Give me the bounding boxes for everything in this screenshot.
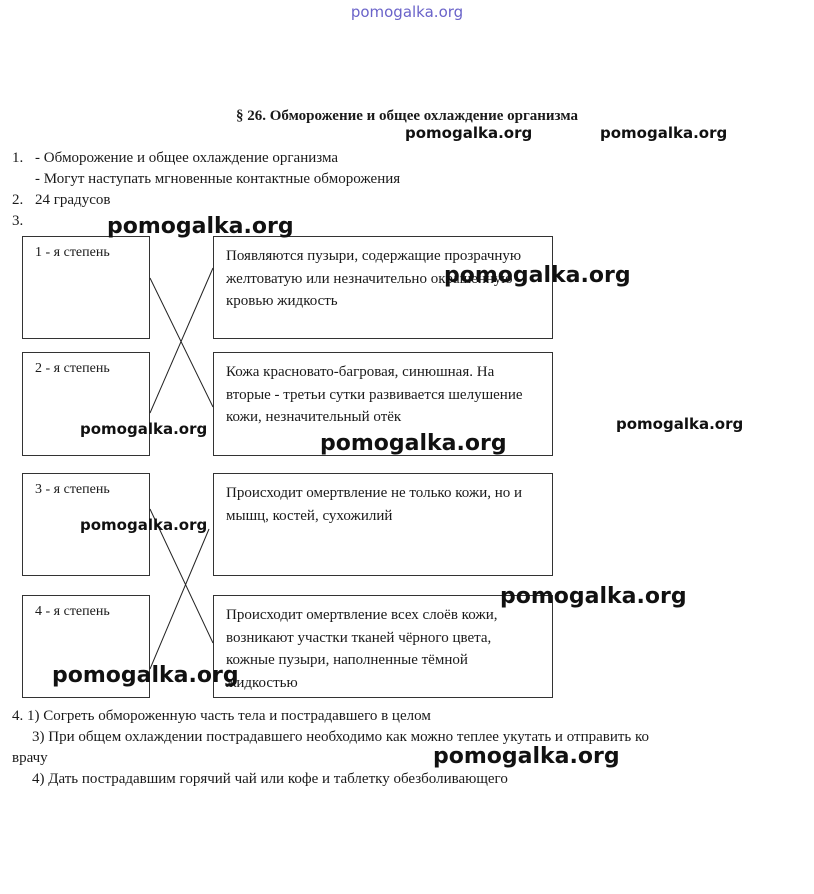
watermark: pomogalka.org	[433, 744, 620, 769]
watermark: pomogalka.org	[320, 431, 507, 456]
degree-label-2: 2 - я степень	[35, 361, 110, 376]
page-title: § 26. Обморожение и общее охлаждение организма	[236, 108, 578, 124]
degree-label-1: 1 - я степень	[35, 245, 110, 260]
q2-number: 2.	[12, 192, 24, 208]
watermark: pomogalka.org	[80, 420, 208, 438]
connector-line-1	[150, 278, 213, 407]
q4-line-2: 3) При общем охлаждении пострадавшего необходимо как можно теплее укутать и отправить ко	[32, 729, 650, 745]
degree-label-4: 4 - я степень	[35, 604, 110, 619]
q1-line-2: - Могут наступать мгновенные контактные обморожения	[35, 171, 401, 187]
connector-line-2	[150, 268, 213, 413]
watermark: pomogalka.org	[500, 584, 687, 609]
watermark: pomogalka.org	[616, 415, 744, 433]
description-text-3: Происходит омертвление не только кожи, но и мышц, костей, сухожилий	[226, 485, 523, 524]
q4-line-3: врачу	[12, 750, 48, 766]
watermark-top[interactable]: pomogalka.org	[350, 3, 464, 21]
q2-answer: 24 градусов	[35, 192, 111, 208]
watermark: pomogalka.org	[444, 263, 631, 288]
description-text-2: Кожа красновато-багровая, синюшная. На вторые - третьи сутки развивается шелушение кожи, незначительный отёк	[226, 364, 523, 425]
watermark: pomogalka.org	[52, 663, 239, 688]
q1-number: 1.	[12, 150, 24, 166]
watermark: pomogalka.org	[107, 214, 294, 239]
description-text-4: Происходит омертвление всех слоёв кожи, возникают участки тканей чёрного цвета, кожные пузыри, наполненные тёмной жидкостью	[226, 607, 498, 691]
q4-line-4: 4) Дать пострадавшим горячий чай или кофе и таблетку обезболивающего	[32, 771, 508, 787]
watermark: pomogalka.org	[405, 124, 533, 142]
connector-line-4	[150, 529, 209, 669]
degree-label-3: 3 - я степень	[35, 482, 110, 497]
q1-line-1: - Обморожение и общее охлаждение организма	[35, 150, 339, 166]
description-text-1: Появляются пузыри, содержащие прозрачную желтоватую или незначительно окрашенную кровью жидкость	[226, 248, 522, 309]
q3-number: 3.	[12, 213, 24, 229]
watermark: pomogalka.org	[600, 124, 728, 142]
watermark: pomogalka.org	[80, 516, 208, 534]
q4-line-1: 4. 1) Согреть обмороженную часть тела и пострадавшего в целом	[12, 708, 431, 724]
